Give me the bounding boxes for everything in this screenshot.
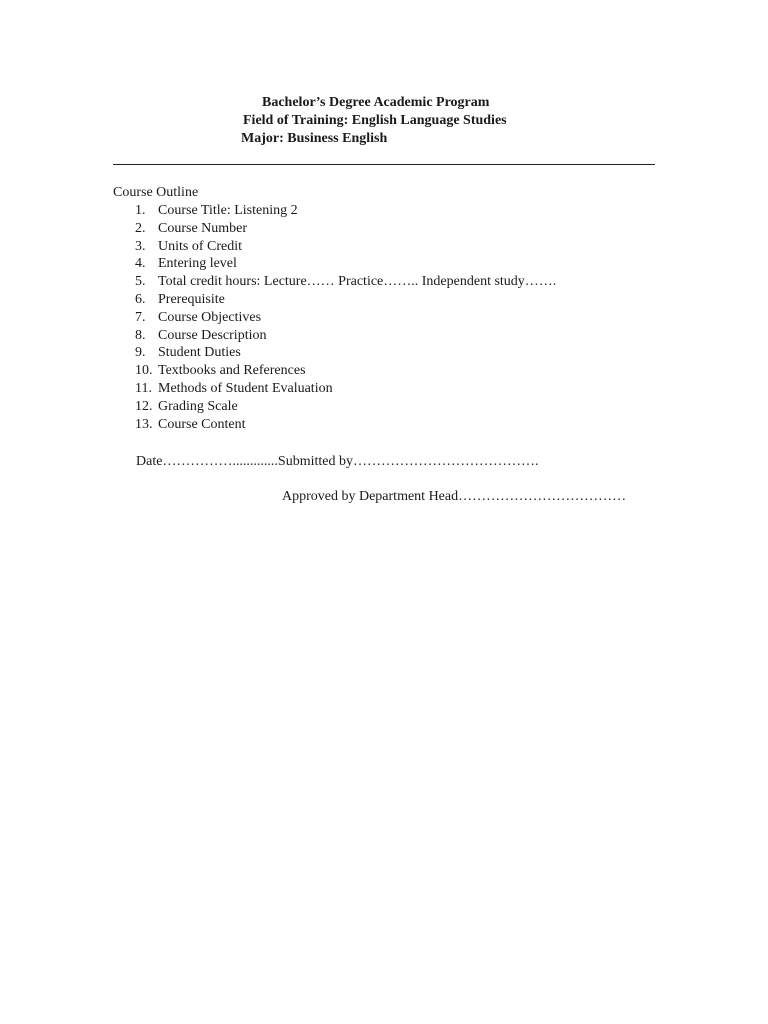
item-number: 8. bbox=[135, 327, 146, 343]
item-number: 1. bbox=[135, 203, 146, 218]
program-title: Bachelor’s Degree Academic Program bbox=[262, 95, 490, 110]
item-number: 13. bbox=[135, 416, 153, 432]
item-text: Textbooks and References bbox=[158, 363, 306, 379]
item-number: 5. bbox=[135, 274, 146, 290]
item-text: Prerequisite bbox=[158, 291, 225, 307]
field-of-training: Field of Training: English Language Studies bbox=[243, 113, 507, 128]
item-text: Grading Scale bbox=[158, 398, 238, 414]
item-text: Methods of Student Evaluation bbox=[158, 380, 333, 396]
item-number: 3. bbox=[135, 238, 146, 254]
item-text: Total credit hours: Lecture…… Practice…….. Independent study……. bbox=[158, 274, 557, 290]
date-submitted-line: Date…………….............Submitted by…………………………………. bbox=[136, 454, 539, 469]
item-text: Entering level bbox=[158, 256, 237, 272]
item-text: Course Objectives bbox=[158, 309, 262, 325]
item-text: Course Title: Listening 2 bbox=[158, 203, 298, 218]
header-divider bbox=[113, 164, 655, 165]
item-number: 12. bbox=[135, 398, 153, 414]
item-number: 2. bbox=[135, 220, 146, 236]
item-number: 9. bbox=[135, 345, 146, 361]
item-text: Course Content bbox=[158, 416, 246, 432]
item-number: 7. bbox=[135, 309, 146, 325]
item-text: Course Number bbox=[158, 220, 248, 236]
major-title: Major: Business English bbox=[241, 131, 388, 146]
item-text: Course Description bbox=[158, 327, 267, 343]
item-number: 6. bbox=[135, 291, 146, 307]
item-text: Units of Credit bbox=[158, 238, 242, 254]
item-number: 11. bbox=[135, 380, 152, 396]
item-number: 4. bbox=[135, 256, 146, 272]
approved-by-line: Approved by Department Head……………………………… bbox=[282, 489, 627, 504]
item-text: Student Duties bbox=[158, 345, 241, 361]
item-number: 10. bbox=[135, 363, 153, 379]
course-outline-heading: Course Outline bbox=[113, 185, 199, 200]
